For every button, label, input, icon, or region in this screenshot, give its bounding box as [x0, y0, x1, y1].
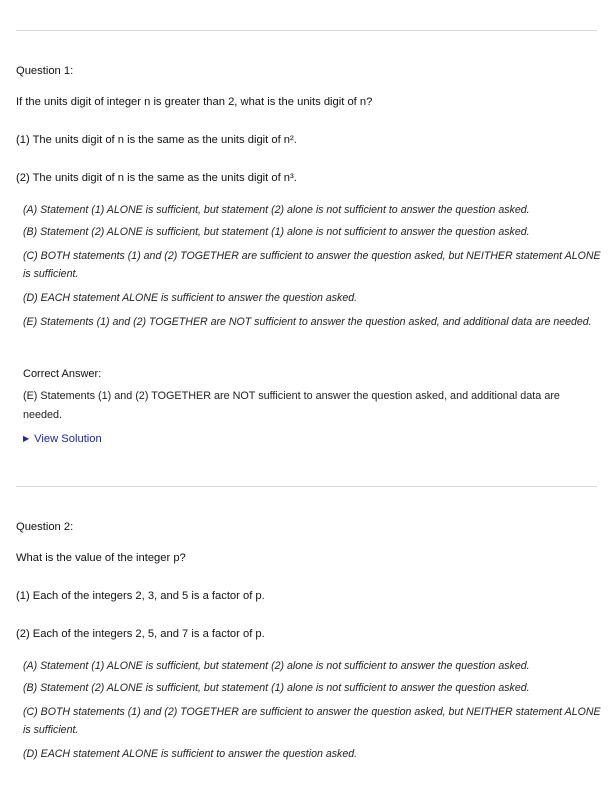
- correct-answer-text: (E) Statements (1) and (2) TOGETHER are NOT sufficient to answer the question asked, and additional data are needed.: [23, 390, 560, 421]
- divider-middle: [16, 486, 597, 487]
- answer-option-d: (D) EACH statement ALONE is sufficient to answer the question asked.: [23, 748, 358, 760]
- answer-option-c: (C) BOTH statements (1) and (2) TOGETHER are sufficient to answer the question asked, but NEITHER statement ALONE is sufficient.: [23, 706, 601, 736]
- question-prompt: If the units digit of integer n is greater than 2, what is the units digit of n?: [16, 96, 373, 108]
- view-solution-link[interactable]: [23, 432, 102, 446]
- statement-1: (1) Each of the integers 2, 3, and 5 is a factor of p.: [16, 590, 265, 602]
- question-prompt: What is the value of the integer p?: [16, 552, 186, 564]
- statement-1: (1) The units digit of n is the same as the units digit of n².: [16, 134, 297, 146]
- statement-2: (2) Each of the integers 2, 5, and 7 is a factor of p.: [16, 628, 265, 640]
- answer-option-a: (A) Statement (1) ALONE is sufficient, but statement (2) alone is not sufficient to answer the question asked.: [23, 204, 530, 216]
- view-solution-label: View Solution: [34, 433, 102, 445]
- answer-option-e: (E) Statements (1) and (2) TOGETHER are NOT sufficient to answer the question asked, and additional data are needed.: [23, 316, 592, 328]
- statement-2: (2) The units digit of n is the same as the units digit of n³.: [16, 172, 297, 184]
- answer-option-a: (A) Statement (1) ALONE is sufficient, but statement (2) alone is not sufficient to answer the question asked.: [23, 660, 530, 672]
- question-heading: Question 1:: [16, 65, 74, 77]
- correct-answer-label: Correct Answer:: [23, 368, 102, 380]
- question-heading: Question 2:: [16, 521, 74, 533]
- answer-option-b: (B) Statement (2) ALONE is sufficient, but statement (1) alone is not sufficient to answer the question asked.: [23, 682, 530, 694]
- divider-top: [16, 30, 597, 31]
- answer-option-d: (D) EACH statement ALONE is sufficient to answer the question asked.: [23, 292, 358, 304]
- answer-option-c: (C) BOTH statements (1) and (2) TOGETHER are sufficient to answer the question asked, but NEITHER statement ALONE is sufficient.: [23, 250, 601, 280]
- disclosure-triangle-icon: ▶: [23, 434, 30, 443]
- answer-option-b: (B) Statement (2) ALONE is sufficient, but statement (1) alone is not sufficient to answer the question asked.: [23, 226, 530, 238]
